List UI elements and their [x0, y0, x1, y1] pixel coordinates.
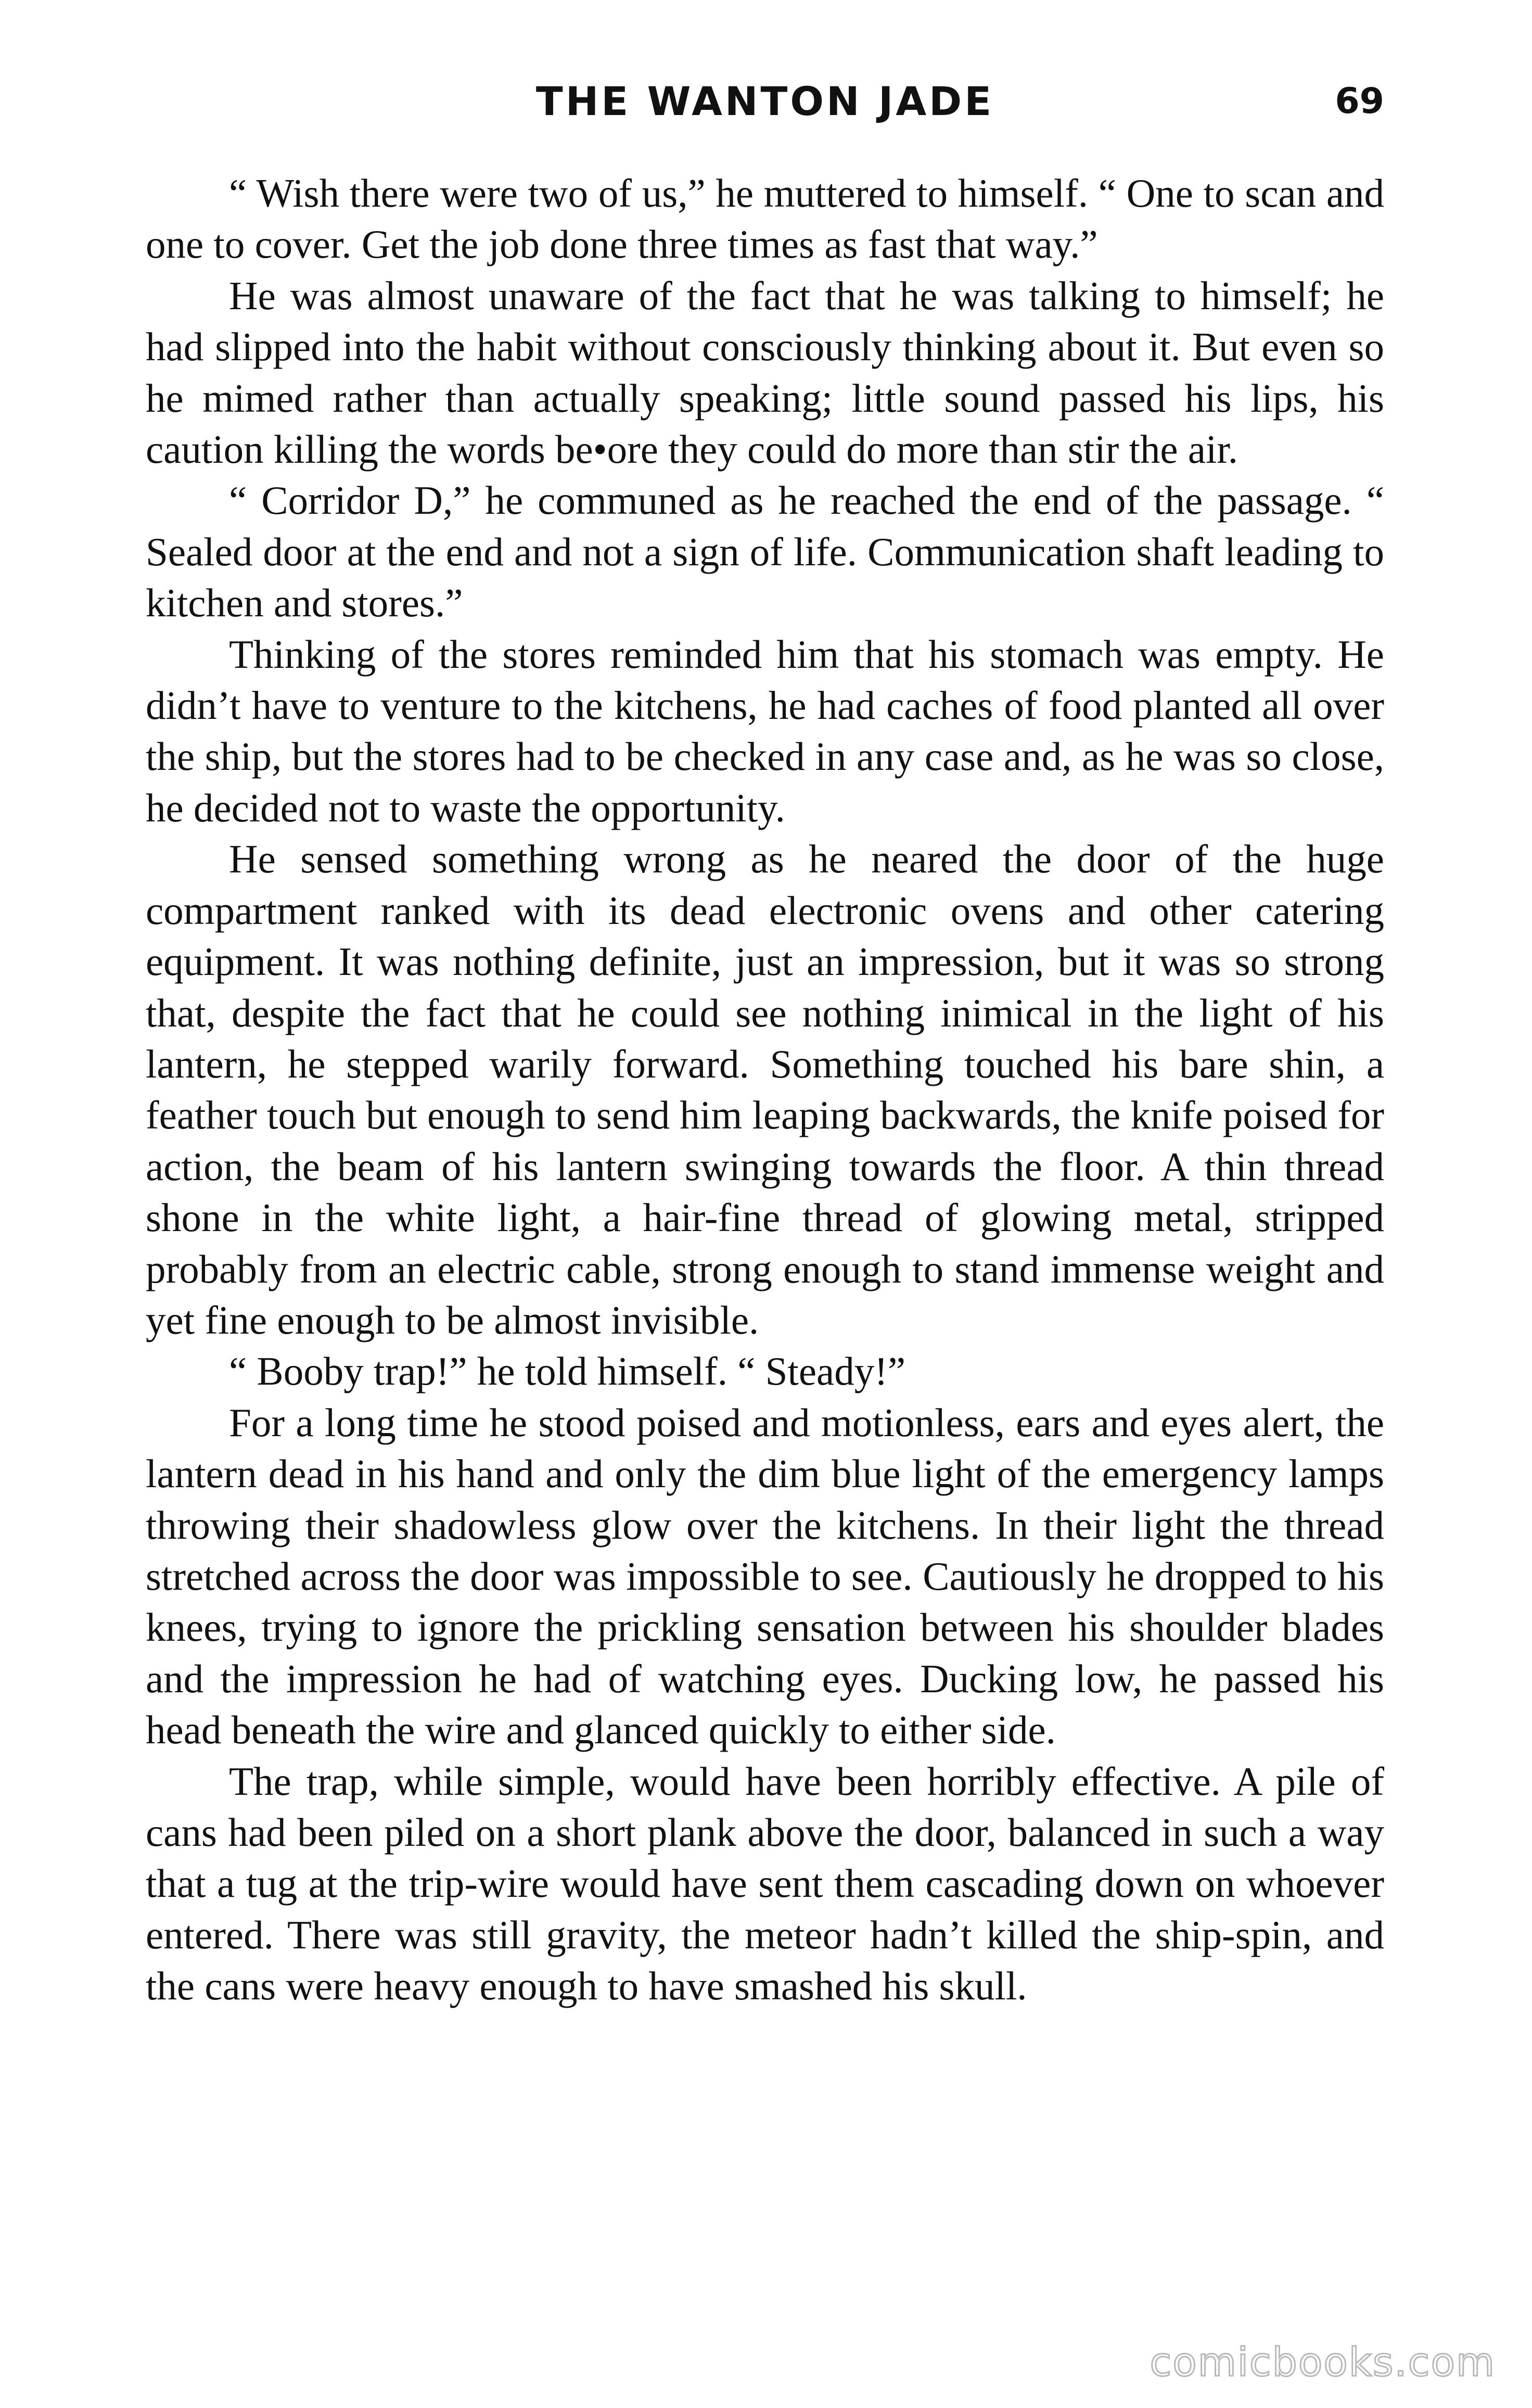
watermark: comicbooks.com — [1150, 2339, 1496, 2385]
paragraph: He was almost unaware of the fact that he was talking to himself; he had slipped into the habit without consciously thinking about it. But even so he mimed rather than actually speaking; little sound passed his lips, his caution killing the words be•ore they could do more than stir the air. — [146, 273, 1384, 472]
paragraph: Thinking of the stores reminded him that his stomach was empty. He didn’t have to venture to the kitchens, he had caches of food planted all over the ship, but the stores had to be checked in any case and, as he was so close, he decided not to waste the opportunity. — [146, 631, 1384, 830]
paragraph: For a long time he stood poised and motionless, ears and eyes alert, the lantern dead in his hand and only the dim blue light of the emergency lamps throwing their shadowless glow over the kitchens. In their light the thread stretched across the door was impossible to see. Cautiously he dropped to his knees, trying to ignore the prickling sensation between his shoulder blades and the impression he had of watching eyes. Ducking low, he passed his head beneath the wire and glanced quickly to either side. — [146, 1400, 1384, 1753]
paragraph: “ Wish there were two of us,” he muttered to himself. “ One to scan and one to cover. Get the job done three times as fast that way.” — [146, 171, 1384, 267]
running-title: THE WANTON JADE — [535, 78, 994, 124]
paragraph: He sensed something wrong as he neared the door of the huge compartment ranked with its dead electronic ovens and other catering equipment. It was nothing definite, just an impression, but it was so strong that, despite the fact that he could see nothing inimical in the light of his lantern, he stepped warily forward. Something touched his bare shin, a feather touch but enough to send him leaping backwards, the knife poised for action, the beam of his lantern swinging towards the floor. A thin thread shone in the white light, a hair-fine thread of glowing metal, stripped probably from an electric cable, strong enough to stand immense weight and yet fine enough to be almost invisible. — [146, 837, 1384, 1342]
paragraph: “ Booby trap!” he told himself. “ Steady!” — [229, 1349, 906, 1394]
running-head — [146, 75, 1384, 128]
paragraph: The trap, while simple, would have been horribly effective. A pile of cans had been piled on a short plank above the door, balanced in such a way that a tug at the trip-wire would have sent them cascading down on whoever entered. There was still gravity, the meteor hadn’t killed the ship-spin, and the cans were heavy enough to have smashed his skull. — [146, 1758, 1384, 2009]
paragraph: “ Corridor D,” he communed as he reached the end of the passage. “ Sealed door at the end and not a sign of life. Communication shaft leading to kitchen and stores.” — [146, 478, 1384, 626]
page-number: 69 — [1335, 81, 1384, 122]
body-text — [146, 168, 1384, 2012]
